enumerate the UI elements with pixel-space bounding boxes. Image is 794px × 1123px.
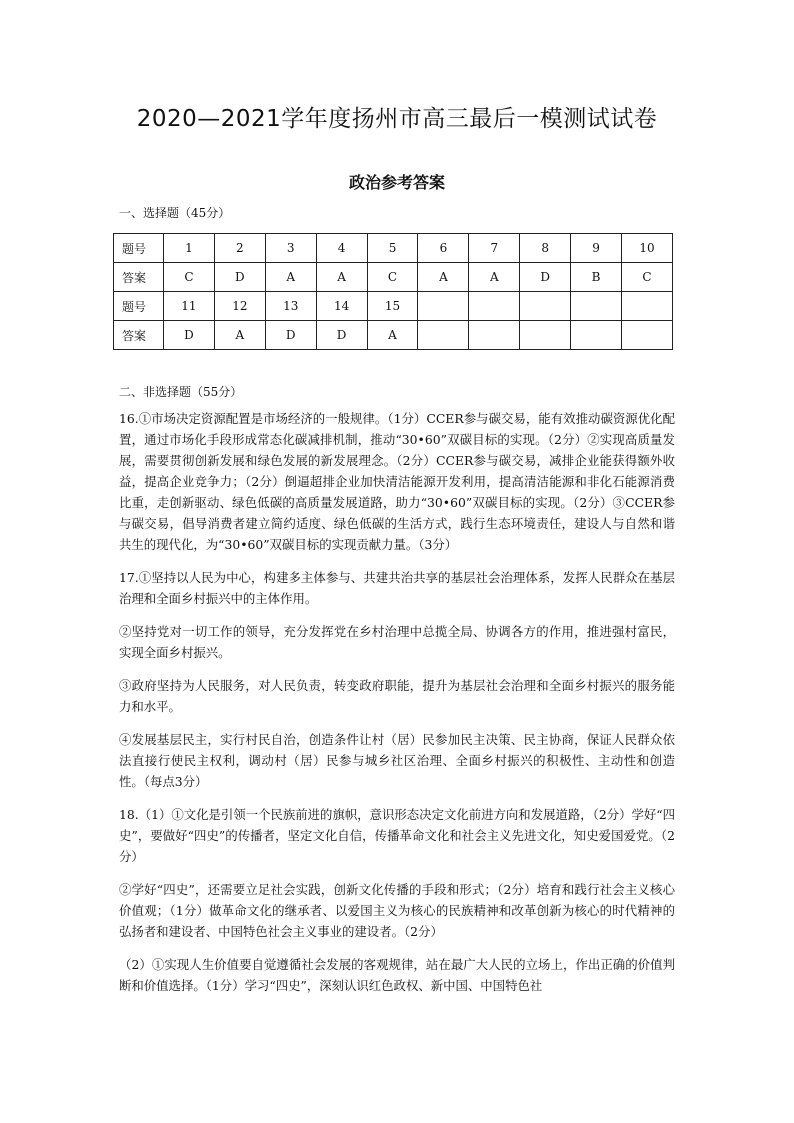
table-cell: 1 (164, 234, 215, 263)
table-cell (520, 321, 571, 350)
table-cell: A (214, 321, 265, 350)
table-cell: 4 (316, 234, 367, 263)
section-open-questions-heading: 二、非选择题（55分） (119, 385, 243, 399)
table-cell: 7 (469, 234, 520, 263)
table-cell: 2 (214, 234, 265, 263)
table-cell: D (214, 263, 265, 292)
table-cell: A (316, 263, 367, 292)
table-cell: A (418, 263, 469, 292)
table-row-header: 题号 (114, 292, 164, 321)
table-cell: A (265, 263, 316, 292)
table-cell (622, 292, 673, 321)
table-row-header: 答案 (114, 263, 164, 292)
section-multiple-choice-heading: 一、选择题（45分） (119, 206, 231, 220)
table-cell (418, 292, 469, 321)
table-cell (418, 321, 469, 350)
table-cell: A (367, 321, 418, 350)
table-cell: 8 (520, 234, 571, 263)
table-cell: 3 (265, 234, 316, 263)
table-cell (520, 292, 571, 321)
table-cell: 11 (164, 292, 215, 321)
table-cell: 13 (265, 292, 316, 321)
table-cell: D (164, 321, 215, 350)
exam-title: 2020—2021学年度扬州市高三最后一模测试试卷 (136, 106, 658, 132)
table-cell: D (265, 321, 316, 350)
table-cell: C (622, 263, 673, 292)
table-cell: C (367, 263, 418, 292)
answer-body (119, 408, 675, 1008)
table-row (114, 292, 673, 321)
table-cell: 5 (367, 234, 418, 263)
table-cell: B (571, 263, 622, 292)
answer-paragraph-q16: 16.①市场决定资源配置是市场经济的一般规律。（1分）CCER参与碳交易，能有效推动碳资源优化配置，通过市场化手段形成常态化碳减排机制，推动“30•60”双碳目标的实现。（2分）②实现高质量发展，需要贯彻创新发展和绿色发展的新发展理念。（2分）CCER参与碳交易，减排企业能获得额外收益，提高企业竞争力；（2分）倒逼超排企业加快清洁能源开发利用，提高清洁能源和非化石能源消费比重，走创新驱动、绿色低碳的高质量发展道路，助力“30•60”双碳目标的实现。（2分）③CCER参与碳交易，倡导消费者建立简约适度、绿色低碳的生活方式，践行生态环境责任，建设人与自然和谐共生的现代化，为“30•60”双碳目标的实现贡献力量。（3分） (119, 411, 675, 552)
table-cell (469, 321, 520, 350)
table-cell: D (520, 263, 571, 292)
answer-paragraph-q17-3: ③政府坚持为人民服务，对人民负责，转变政府职能，提升为基层社会治理和全面乡村振兴的服务能力和水平。 (119, 678, 675, 714)
table-row (114, 321, 673, 350)
answer-paragraph-q17-2: ②坚持党对一切工作的领导，充分发挥党在乡村治理中总揽全局、协调各方的作用，推进强村富民，实现全面乡村振兴。 (119, 624, 675, 660)
answer-paragraph-q17-1: 17.①坚持以人民为中心，构建多主体参与、共建共治共享的基层社会治理体系，发挥人民群众在基层治理和全面乡村振兴中的主体作用。 (119, 570, 675, 606)
table-row-header: 答案 (114, 321, 164, 350)
table-row-header: 题号 (114, 234, 164, 263)
table-cell (571, 292, 622, 321)
table-cell: 15 (367, 292, 418, 321)
table-cell: 6 (418, 234, 469, 263)
table-cell (622, 321, 673, 350)
table-cell (469, 292, 520, 321)
answer-paragraph-q18-2: （2）①实现人生价值要自觉遵循社会发展的客观规律，站在最广大人民的立场上，作出正确的价值判断和价值选择。（1分）学习“四史”，深刻认识红色政权、新中国、中国特色社 (119, 957, 675, 993)
table-cell: D (316, 321, 367, 350)
answer-key-subtitle: 政治参考答案 (348, 173, 445, 192)
table-cell: C (164, 263, 215, 292)
answer-table (113, 233, 673, 350)
table-cell: 12 (214, 292, 265, 321)
answer-paragraph-q17-4: ④发展基层民主，实行村民自治，创造条件让村（居）民参加民主决策、民主协商，保证人民群众依法直接行使民主权利，调动村（居）民参与城乡社区治理、全面乡村振兴的积极性、主动性和创造性。（每点3分） (119, 732, 675, 789)
table-cell: 14 (316, 292, 367, 321)
answer-paragraph-q18-1-1: 18.（1）①文化是引领一个民族前进的旗帜，意识形态决定文化前进方向和发展道路，（2分）学好“四史”，要做好“四史”的传播者，坚定文化自信，传播革命文化和社会主义先进文化，知史爱国爱党。（2分） (119, 807, 676, 864)
table-cell: A (469, 263, 520, 292)
table-row (114, 263, 673, 292)
table-cell: 9 (571, 234, 622, 263)
table-row (114, 234, 673, 263)
table-cell: 10 (622, 234, 673, 263)
table-cell (571, 321, 622, 350)
answer-paragraph-q18-1-2: ②学好“四史”，还需要立足社会实践，创新文化传播的手段和形式；（2分）培育和践行社会主义核心价值观；（1分）做革命文化的继承者、以爱国主义为核心的民族精神和改革创新为核心的时代精神的弘扬者和建设者、中国特色社会主义事业的建设者。（2分） (119, 882, 675, 939)
